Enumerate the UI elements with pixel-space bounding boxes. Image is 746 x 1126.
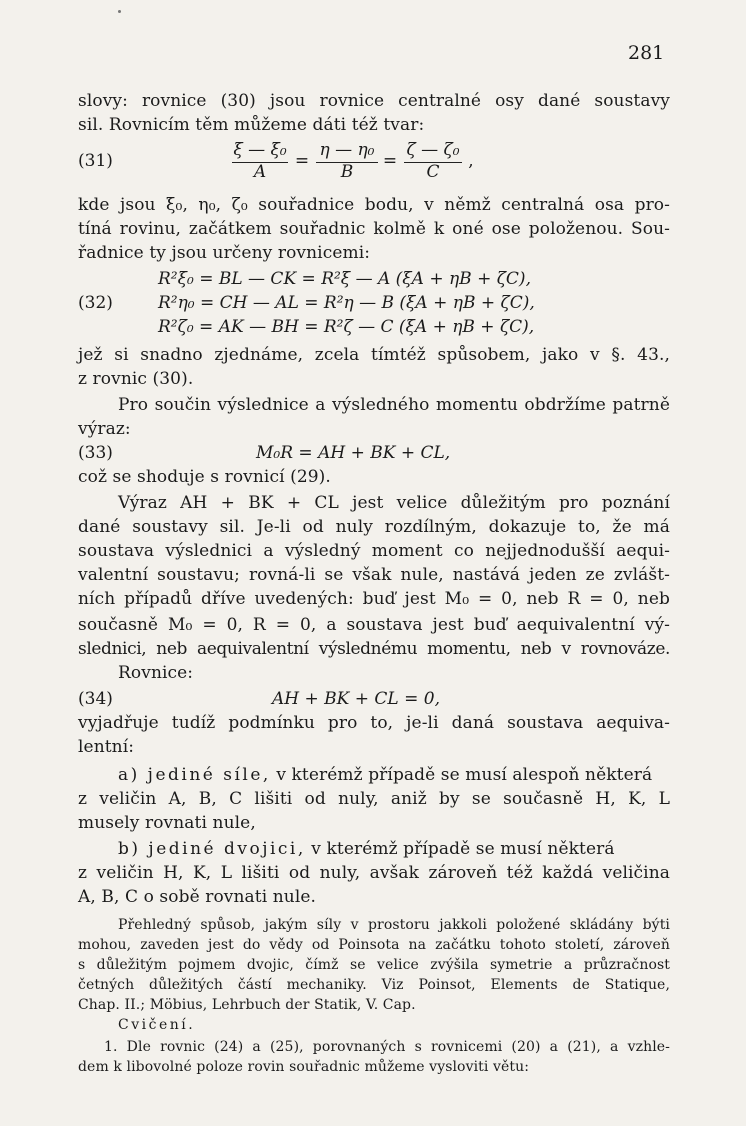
fraction-denominator: A xyxy=(253,162,267,182)
text-line xyxy=(118,764,670,786)
text-line xyxy=(118,838,670,860)
text-line: vyjadřuje tudíž podmínku pro to, je-li daná soustava aequiva- xyxy=(78,713,670,733)
text-line: z rovnic (30). xyxy=(78,369,194,389)
note-line: mohou, zaveden jest do vědy od Poinsota na začátku tohoto století, zároveň xyxy=(78,937,670,953)
text-line: A, B, C o sobě rovnati nule. xyxy=(78,887,317,907)
equation-number: (32) xyxy=(78,293,113,313)
equation-32-third: R²ζ₀ = AK — BH = R²ζ — C (ξA + ηB + ζC), xyxy=(158,317,535,337)
text-line: tíná rovinu, začátkem souřadnic kolmě k oné ose položenou. Sou- xyxy=(78,219,670,239)
equation-33: M₀R = AH + BK + CL, xyxy=(256,443,451,463)
text-line: kde jsou ξ₀, η₀, ζ₀ souřadnice bodu, v němž centralná osa pro- xyxy=(78,195,670,215)
text-line: musely rovnati nule, xyxy=(78,813,256,833)
fraction-denominator: C xyxy=(426,162,440,182)
fraction-numerator: ζ — ζ₀ xyxy=(406,140,460,160)
text-line: současně M₀ = 0, R = 0, a soustava jest buď aequivalentní vý- xyxy=(78,615,670,635)
note-line: dem k libovolné poloze rovin souřadnic můžeme vysloviti větu: xyxy=(78,1059,530,1075)
exercise-heading: Cvičení. xyxy=(118,1017,196,1033)
fraction-denominator: B xyxy=(340,162,354,182)
note-line: četných důležitých částí mechaniky. Viz Poinsot, Elements de Statique, xyxy=(78,977,670,993)
equation-32-first: R²ξ₀ = BL — CK = R²ξ — A (ξA + ηB + ζC), xyxy=(158,269,531,289)
text-line: sil. Rovnicím těm můžeme dáti též tvar: xyxy=(78,115,425,135)
text-line: lentní: xyxy=(78,737,135,757)
text-line: soustava výslednici a výsledný moment co nejjednodušší aequi- xyxy=(78,541,670,561)
fraction-numerator: ξ — ξ₀ xyxy=(233,140,287,160)
equation-number: (31) xyxy=(78,151,113,171)
text-line: řadnice ty jsou určeny rovnicemi: xyxy=(78,243,371,263)
text-fragment: v kterémž případě se musí některá xyxy=(311,839,615,859)
text-line: výraz: xyxy=(78,419,131,439)
comma: , xyxy=(468,151,474,171)
text-line: z veličin H, K, L lišiti od nuly, avšak zároveň též každá veličina xyxy=(78,863,670,883)
text-line: slovy: rovnice (30) jsou rovnice centralné osy dané soustavy xyxy=(78,91,670,111)
note-line: 1. Dle rovnic (24) a (25), porovnaných s rovnicemi (20) a (21), a vzhle- xyxy=(104,1039,670,1055)
text-fragment: v kterémž případě se musí alespoň některá xyxy=(276,765,653,785)
text-line: což se shoduje s rovnicí (29). xyxy=(78,467,331,487)
emphasis: a) jediné síle, xyxy=(118,765,271,785)
equation-number: (33) xyxy=(78,443,113,463)
text-line: z veličin A, B, C lišiti od nuly, aniž by se současně H, K, L xyxy=(78,789,670,809)
text-line: slednici, neb aequivalentní výslednému momentu, neb v rovnováze. xyxy=(78,639,670,659)
note-line: s důležitým pojmem dvojic, čímž se velice zvýšila symetrie a průzračnost xyxy=(78,957,670,973)
text-line: jež si snadno zjednáme, zcela tímtéž spůsobem, jako v §. 43., xyxy=(78,345,670,365)
equation-32-second: R²η₀ = CH — AL = R²η — B (ξA + ηB + ζC), xyxy=(158,293,535,313)
equation-number: (34) xyxy=(78,689,113,709)
emphasis: b) jediné dvojici, xyxy=(118,839,306,859)
printing-speck xyxy=(118,10,121,13)
equals-sign: = xyxy=(294,151,310,171)
equals-sign: = xyxy=(382,151,398,171)
note-line: Chap. II.; Möbius, Lehrbuch der Statik, V. Cap. xyxy=(78,997,416,1013)
note-line: Přehledný spůsob, jakým síly v prostoru jakkoli položené skládány býti xyxy=(118,917,670,933)
text-line: dané soustavy sil. Je-li od nuly rozdílným, dokazuje to, že má xyxy=(78,517,670,537)
text-line: Pro součin výslednice a výsledného momentu obdržíme patrně xyxy=(118,395,670,415)
text-line: valentní soustavu; rovná-li se však nule, nastává jeden ze zvlášt- xyxy=(78,565,670,585)
fraction-numerator: η — η₀ xyxy=(319,140,375,160)
text-line: Výraz AH + BK + CL jest velice důležitým pro poznání xyxy=(118,493,670,513)
page-number: 281 xyxy=(628,42,665,64)
text-line: Rovnice: xyxy=(118,663,194,683)
text-line: ních případů dříve uvedených: buď jest M₀ = 0, neb R = 0, neb xyxy=(78,589,670,609)
equation-34: AH + BK + CL = 0, xyxy=(272,689,440,709)
